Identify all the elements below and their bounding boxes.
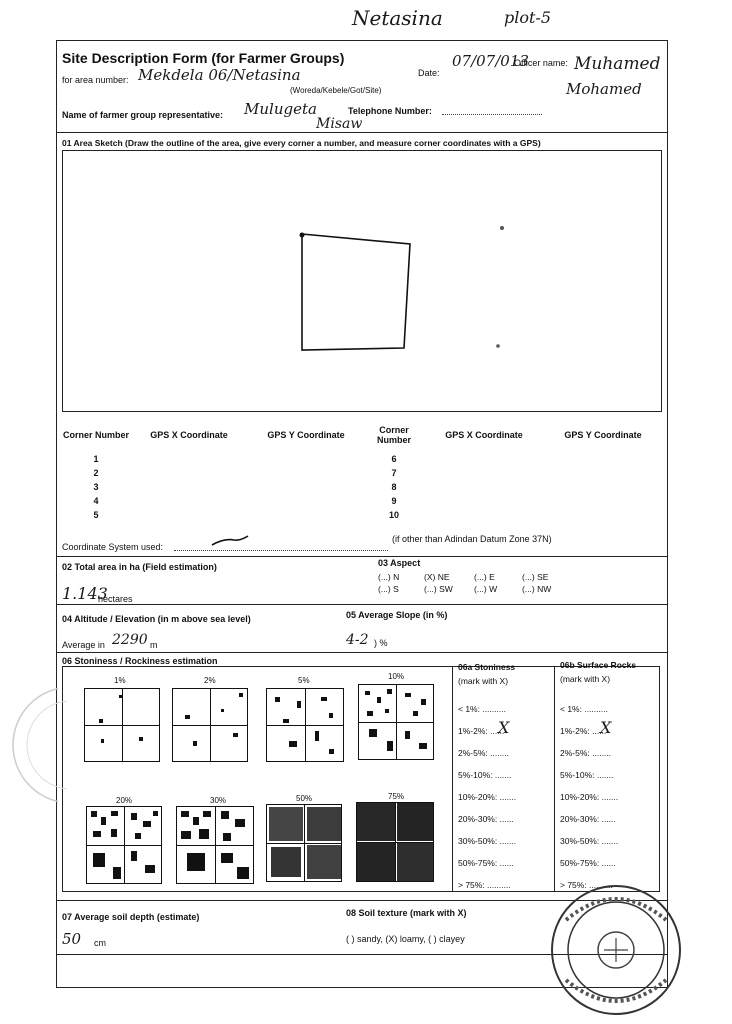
header-corner-number-right: Corner Number <box>376 425 411 445</box>
corner-number: 8 <box>391 482 397 492</box>
corner-number: 10 <box>388 510 399 520</box>
header-gps-x-right: GPS X Coordinate <box>445 430 523 440</box>
stoniness-chart-20 <box>86 806 162 884</box>
corner-number: 6 <box>391 454 397 464</box>
header-gps-x-left: GPS X Coordinate <box>150 430 228 440</box>
officer-name-label: Officer name: <box>514 58 568 68</box>
slope-title: 05 Average Slope (in %) <box>346 610 448 620</box>
aspect-nw: (...) NW <box>522 584 552 594</box>
aspect-sw: (...) SW <box>424 584 453 594</box>
stoniness-chart-75 <box>356 802 434 882</box>
stoniness-a-option: 50%-75%: ...... <box>458 858 514 868</box>
header-gps-y-left: GPS Y Coordinate <box>267 430 345 440</box>
area-number-value: Mekdela 06/Netasina <box>138 66 301 84</box>
altitude-value: 2290 <box>112 632 148 648</box>
surface-rocks-option: 30%-50%: ....... <box>560 836 619 846</box>
kebele-annotation: Netasina <box>352 6 443 30</box>
stone-pct-label: 20% <box>116 796 133 805</box>
header-corner-number-left: Corner Number <box>62 430 129 440</box>
stoniness-chart-1 <box>84 688 160 762</box>
area-number-hint: (Woreda/Kebele/Got/Site) <box>290 86 382 95</box>
surface-rocks-option: > 75%: .......... <box>560 880 613 890</box>
surface-rocks-title: 06b Surface Rocks <box>560 660 637 670</box>
officer-name-value-2: Mohamed <box>566 80 642 98</box>
surface-rocks-option: 2%-5%: ........ <box>560 748 612 758</box>
date-label: Date: <box>418 68 440 78</box>
soil-depth-value: 50 <box>62 930 82 948</box>
coordinate-system-field <box>174 550 388 551</box>
gps-table <box>62 418 662 522</box>
stoniness-chart-2 <box>172 688 248 762</box>
aspect-ne: (X) NE <box>424 572 450 582</box>
aspect-s: (...) S <box>378 584 399 594</box>
faint-stamp <box>6 680 76 810</box>
total-area-unit: hectares <box>98 594 133 604</box>
stone-pct-label: 75% <box>388 792 405 801</box>
stoniness-a-option: 30%-50%: ....... <box>458 836 517 846</box>
stoniness-chart-30 <box>176 806 254 884</box>
coordinate-system-label: Coordinate System used: <box>62 542 164 552</box>
representative-value-2: Misaw <box>316 116 363 132</box>
aspect-se: (...) SE <box>522 572 549 582</box>
stone-pct-label: 30% <box>210 796 227 805</box>
surface-rocks-option: 20%-30%: ...... <box>560 814 616 824</box>
stoniness-a-option: 1%-2%: ...... <box>458 726 505 736</box>
surface-rocks-option: 1%-2%: ...... <box>560 726 607 736</box>
total-area-value: 1.143 <box>62 584 108 603</box>
telephone-field <box>442 114 542 115</box>
stone-pct-label: 10% <box>388 672 405 681</box>
stone-pct-label: 5% <box>298 676 310 685</box>
corner-number: 2 <box>93 468 99 478</box>
area-number-label: for area number: <box>62 75 129 85</box>
corner-number: 7 <box>391 468 397 478</box>
stone-pct-label: 1% <box>114 676 126 685</box>
stoniness-chart-5 <box>266 688 344 762</box>
corner-number: 1 <box>93 454 99 464</box>
telephone-label: Telephone Number: <box>348 106 432 116</box>
surface-rocks-option: 50%-75%: ...... <box>560 858 616 868</box>
table-row <box>62 466 662 480</box>
slope-value: 4-2 <box>346 632 369 648</box>
stoniness-a-option: 20%-30%: ...... <box>458 814 514 824</box>
corner-number: 4 <box>93 496 99 506</box>
stone-pct-label: 50% <box>296 794 313 803</box>
corner-number: 5 <box>93 510 99 520</box>
soil-depth-unit: cm <box>94 938 106 948</box>
table-row <box>62 494 662 508</box>
soil-depth-title: 07 Average soil depth (estimate) <box>62 912 200 922</box>
stoniness-a-option: 2%-5%: ........ <box>458 748 510 758</box>
stoniness-chart-10 <box>358 684 434 760</box>
stoniness-a-check: X <box>498 718 510 737</box>
stoniness-a-option: < 1%: .......... <box>458 704 506 714</box>
aspect-w: (...) W <box>474 584 498 594</box>
altitude-unit: m <box>150 640 158 650</box>
header-gps-y-right: GPS Y Coordinate <box>564 430 642 440</box>
aspect-title: 03 Aspect <box>378 558 421 568</box>
stoniness-a-option: 10%-20%: ....... <box>458 792 517 802</box>
representative-value: Mulugeta <box>244 100 317 118</box>
form-title: Site Description Form (for Farmer Groups) <box>62 50 345 66</box>
stoniness-a-title: 06a Stoniness <box>458 662 516 672</box>
corner-number: 9 <box>391 496 397 506</box>
official-stamp <box>546 880 686 1020</box>
table-row <box>62 508 662 522</box>
stoniness-a-option: > 75%: .......... <box>458 880 511 890</box>
slope-unit: ) % <box>374 638 388 648</box>
date-value: 07/07/013 <box>452 52 529 70</box>
stoniness-title: 06 Stoniness / Rockiness estimation <box>62 656 218 666</box>
coordinate-check-mark <box>210 534 250 548</box>
altitude-avg-label: Average in <box>62 640 105 650</box>
area-sketch-drawing <box>62 150 662 412</box>
surface-rocks-option: 5%-10%: ....... <box>560 770 614 780</box>
soil-texture-options: ( ) sandy, (X) loamy, ( ) clayey <box>346 934 465 944</box>
total-area-title: 02 Total area in ha (Field estimation) <box>62 562 217 572</box>
coordinate-system-note: (if other than Adindan Datum Zone 37N) <box>392 534 552 544</box>
stoniness-chart-50 <box>266 804 342 882</box>
aspect-e: (...) E <box>474 572 495 582</box>
corner-number: 3 <box>93 482 99 492</box>
officer-name-value: Muhamed <box>574 54 661 74</box>
area-sketch-title: 01 Area Sketch (Draw the outline of the area, give every corner a number, and measure corner coordinates with a GPS) <box>62 138 541 148</box>
surface-rocks-check: X <box>600 718 612 737</box>
altitude-title: 04 Altitude / Elevation (in m above sea level) <box>62 614 251 624</box>
table-row <box>62 480 662 494</box>
stoniness-a-option: 5%-10%: ....... <box>458 770 512 780</box>
stone-pct-label: 2% <box>204 676 216 685</box>
surface-rocks-option: 10%-20%: ....... <box>560 792 619 802</box>
surface-rocks-option: < 1%: .......... <box>560 704 608 714</box>
table-row <box>62 452 662 466</box>
plot-number-annotation: plot-5 <box>504 8 552 27</box>
aspect-n: (...) N <box>378 572 400 582</box>
stoniness-a-subtitle: (mark with X) <box>458 676 509 686</box>
surface-rocks-subtitle: (mark with X) <box>560 674 611 684</box>
representative-label: Name of farmer group representative: <box>62 110 224 120</box>
soil-texture-title: 08 Soil texture (mark with X) <box>346 908 467 918</box>
